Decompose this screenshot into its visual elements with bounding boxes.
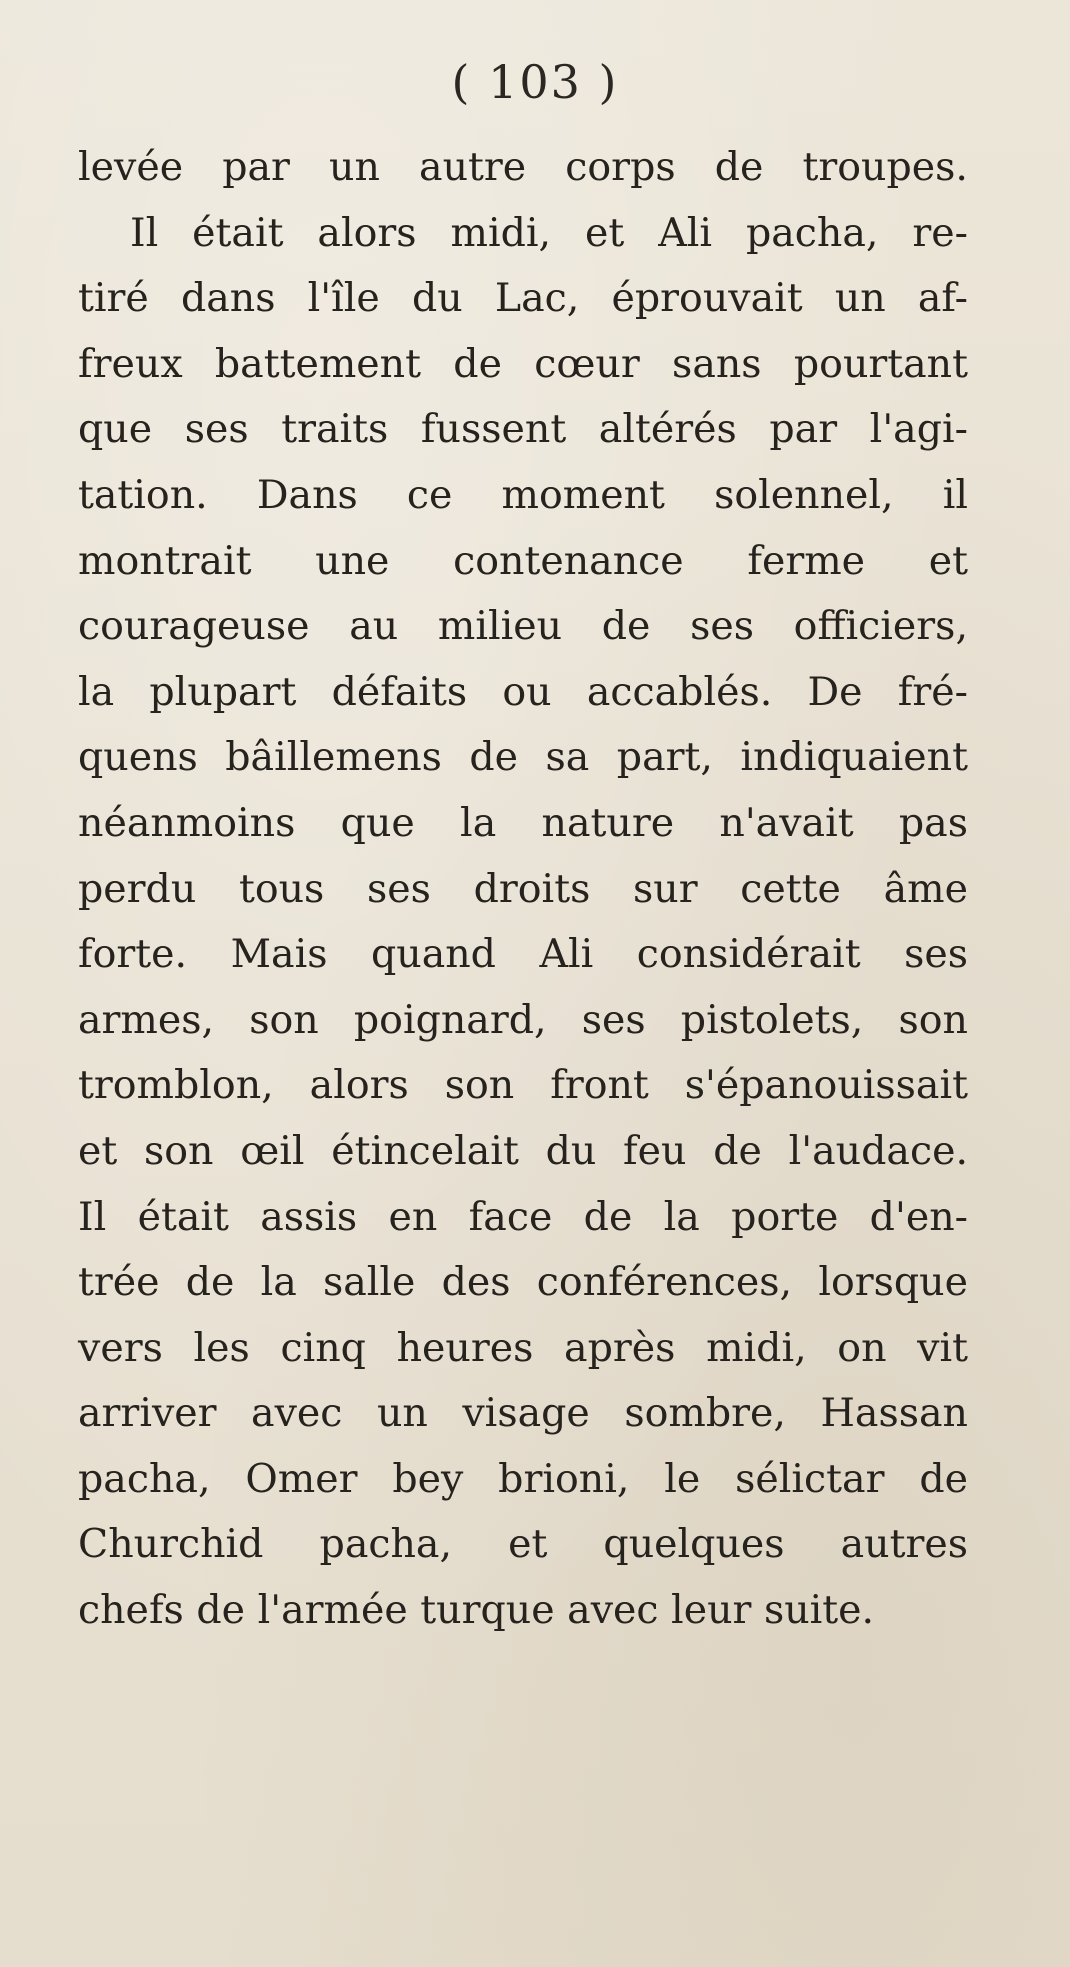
text-line: montrait une contenance ferme et bbox=[78, 537, 968, 584]
text-line: freux battement de cœur sans pourtant bbox=[78, 340, 968, 387]
text-line: tiré dans l'île du Lac, éprouvait un af- bbox=[78, 275, 968, 322]
text-line: que ses traits fussent altérés par l'agi- bbox=[78, 406, 968, 453]
text-line: perdu tous ses droits sur cette âme bbox=[78, 865, 968, 912]
text-line: chefs de l'armée turque avec leur suite. bbox=[78, 1587, 875, 1634]
text-line: arriver avec un visage sombre, Hassan bbox=[78, 1390, 968, 1437]
text-line: Il était assis en face de la porte d'en- bbox=[78, 1193, 968, 1240]
text-line: quens bâillemens de sa part, indiquaient bbox=[78, 734, 968, 781]
text-line: pacha, Omer bey brioni, le sélictar de bbox=[78, 1455, 968, 1502]
text-line: vers les cinq heures après midi, on vit bbox=[78, 1324, 968, 1371]
text-line: levée par un autre corps de troupes. bbox=[78, 144, 968, 190]
text-line: Churchid pacha, et quelques autres bbox=[78, 1521, 968, 1568]
page-number: ( 103 ) bbox=[451, 55, 619, 109]
text-line: la plupart défaits ou accablés. De fré- bbox=[78, 668, 968, 715]
text-line: néanmoins que la nature n'avait pas bbox=[78, 799, 968, 846]
body-text bbox=[78, 135, 968, 1644]
text-line: forte. Mais quand Ali considérait ses bbox=[78, 931, 968, 978]
text-line: courageuse au milieu de ses officiers, bbox=[78, 603, 968, 650]
text-line: et son œil étincelait du feu de l'audace. bbox=[78, 1127, 968, 1174]
text-line: tation. Dans ce moment solennel, il bbox=[78, 471, 968, 518]
text-line: tromblon, alors son front s'épanouissait bbox=[78, 1062, 968, 1109]
text-line: Il était alors midi, et Ali pacha, re- bbox=[130, 209, 968, 256]
text-line: armes, son poignard, ses pistolets, son bbox=[78, 996, 968, 1043]
text-line: trée de la salle des conférences, lorsque bbox=[78, 1259, 968, 1306]
